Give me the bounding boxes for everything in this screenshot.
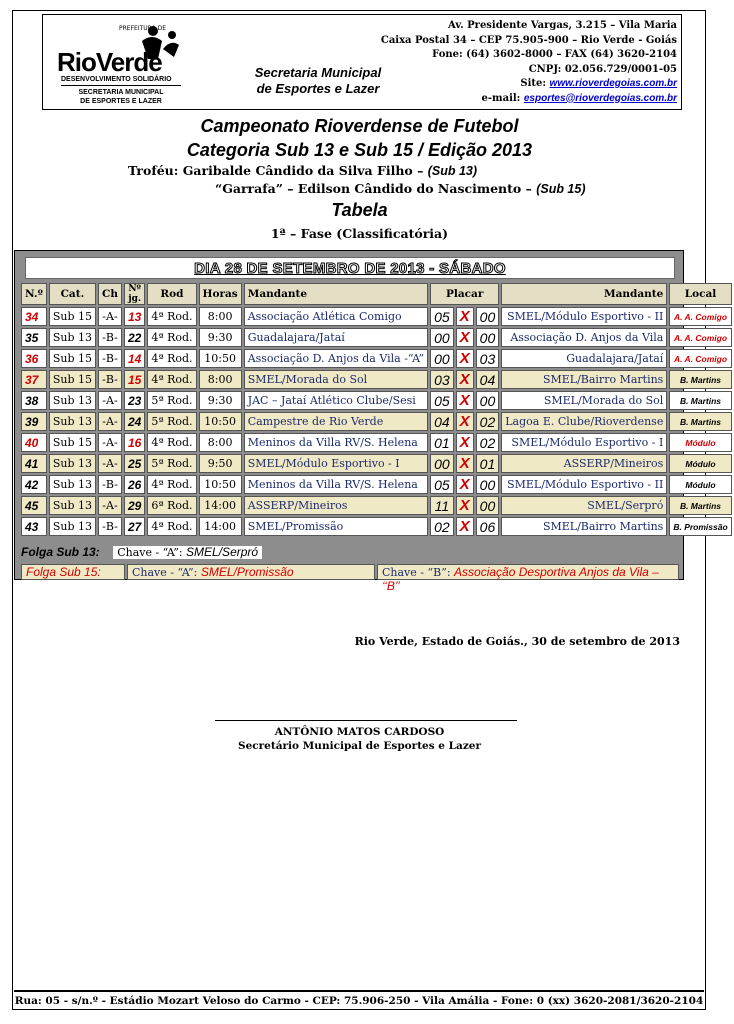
game-score-x: X bbox=[456, 391, 474, 410]
game-category: Sub 15 bbox=[49, 370, 96, 389]
folga15-label: Folga Sub 15: bbox=[26, 565, 101, 579]
game-chave: -B- bbox=[98, 475, 122, 494]
game-home-team: Guadalajara/Jataí bbox=[244, 328, 428, 347]
footer-address: Rua: 05 - s/n.º - Estádio Mozart Veloso do Carmo - CEP: 75.906-250 - Vila Amália - Fone: 0 (xx) 3620-2081/3620-2104 bbox=[14, 995, 704, 1007]
game-score-home: 04 bbox=[430, 412, 454, 431]
game-score-x: X bbox=[456, 349, 474, 368]
game-away-team: SMEL/Módulo Esportivo - II bbox=[501, 475, 667, 494]
game-jogo: 23 bbox=[124, 391, 145, 410]
table-header-row bbox=[21, 283, 732, 305]
game-category: Sub 13 bbox=[49, 475, 96, 494]
trophy1-category: (Sub 13) bbox=[427, 164, 478, 178]
game-local: A. A. Comigo bbox=[669, 328, 731, 347]
game-rodada: 5ª Rod. bbox=[147, 391, 196, 410]
game-score-home: 00 bbox=[430, 328, 454, 347]
folga13-box bbox=[113, 546, 262, 559]
game-rodada: 4ª Rod. bbox=[147, 349, 196, 368]
secretaria-name bbox=[238, 65, 398, 97]
game-jogo: 27 bbox=[124, 517, 145, 536]
folga13-team: SMEL/Serpró bbox=[186, 545, 259, 559]
game-number: 42 bbox=[21, 475, 47, 494]
games-table bbox=[19, 281, 734, 538]
game-score-x: X bbox=[456, 370, 474, 389]
game-home-team: Meninos da Villa RV/S. Helena bbox=[244, 433, 428, 452]
game-home-team: Meninos da Villa RV/S. Helena bbox=[244, 475, 428, 494]
game-chave: -A- bbox=[98, 433, 122, 452]
game-jogo: 25 bbox=[124, 454, 145, 473]
folga15-team-a: SMEL/Promissão bbox=[200, 565, 294, 579]
trophy2-category: (Sub 15) bbox=[536, 182, 586, 196]
game-score-x: X bbox=[456, 496, 474, 515]
game-jogo: 14 bbox=[124, 349, 145, 368]
game-number: 39 bbox=[21, 412, 47, 431]
game-chave: -A- bbox=[98, 307, 122, 326]
game-chave: -B- bbox=[98, 349, 122, 368]
game-score-home: 00 bbox=[430, 454, 454, 473]
email-link[interactable]: esportes@rioverdegoias.com.br bbox=[523, 92, 677, 104]
signature-line bbox=[215, 720, 517, 721]
game-rodada: 4ª Rod. bbox=[147, 307, 196, 326]
site-label: Site: bbox=[520, 78, 547, 89]
address-line2: Caixa Postal 34 – CEP 75.905-900 – Rio Verde - Goiás bbox=[380, 34, 677, 46]
folga-sub15 bbox=[21, 564, 679, 593]
table-row bbox=[21, 454, 732, 473]
game-rodada: 5ª Rod. bbox=[147, 412, 196, 431]
game-jogo: 29 bbox=[124, 496, 145, 515]
game-score-away: 03 bbox=[476, 349, 500, 368]
trophy-line2 bbox=[215, 181, 586, 196]
game-category: Sub 13 bbox=[49, 328, 96, 347]
game-away-team: Lagoa E. Clube/Rioverdense bbox=[501, 412, 667, 431]
game-number: 36 bbox=[21, 349, 47, 368]
game-jogo: 16 bbox=[124, 433, 145, 452]
logo-prefeitura: PREFEITURA DE bbox=[119, 25, 166, 32]
game-away-team: SMEL/Módulo Esportivo - I bbox=[501, 433, 667, 452]
col-horas: Horas bbox=[199, 283, 242, 305]
game-score-home: 02 bbox=[430, 517, 454, 536]
col-away: Mandante bbox=[501, 283, 667, 305]
game-away-team: SMEL/Módulo Esportivo - II bbox=[501, 307, 667, 326]
folga13-chave: Chave - “A”: bbox=[117, 546, 183, 559]
game-jogo: 24 bbox=[124, 412, 145, 431]
game-score-home: 11 bbox=[430, 496, 454, 515]
trophy1-name: Garibalde Cândido da Silva Filho – bbox=[182, 163, 424, 178]
game-rodada: 4ª Rod. bbox=[147, 475, 196, 494]
game-number: 34 bbox=[21, 307, 47, 326]
game-chave: -A- bbox=[98, 391, 122, 410]
game-home-team: Associação D. Anjos da Vila -“A” bbox=[244, 349, 428, 368]
game-home-team: SMEL/Módulo Esportivo - I bbox=[244, 454, 428, 473]
folga15-team-b: Associação Desportiva Anjos da Vila – ‘‘B’’ bbox=[382, 565, 659, 593]
game-rodada: 4ª Rod. bbox=[147, 370, 196, 389]
col-ch: Ch bbox=[98, 283, 122, 305]
game-score-x: X bbox=[456, 433, 474, 452]
game-chave: -B- bbox=[98, 370, 122, 389]
game-category: Sub 13 bbox=[49, 517, 96, 536]
game-score-home: 05 bbox=[430, 307, 454, 326]
address-line1: Av. Presidente Vargas, 3.215 – Vila Maria bbox=[448, 20, 677, 31]
folga15-b-box bbox=[377, 564, 679, 593]
logo-secretaria bbox=[61, 85, 181, 106]
game-score-away: 01 bbox=[476, 454, 500, 473]
game-score-home: 00 bbox=[430, 349, 454, 368]
games-body bbox=[21, 307, 732, 536]
game-number: 40 bbox=[21, 433, 47, 452]
game-local: B. Martins bbox=[669, 391, 731, 410]
trophy-line1 bbox=[128, 163, 477, 178]
table-row bbox=[21, 307, 732, 326]
game-score-home: 03 bbox=[430, 370, 454, 389]
game-score-home: 05 bbox=[430, 391, 454, 410]
game-local: Módulo bbox=[669, 454, 731, 473]
game-hora: 9:30 bbox=[199, 391, 242, 410]
game-local: Módulo bbox=[669, 475, 731, 494]
address-phone: Fone: (64) 3602-8000 – FAX (64) 3620-2104 bbox=[432, 49, 677, 60]
game-number: 38 bbox=[21, 391, 47, 410]
game-category: Sub 15 bbox=[49, 433, 96, 452]
game-away-team: ASSERP/Mineiros bbox=[501, 454, 667, 473]
game-score-away: 06 bbox=[476, 517, 500, 536]
game-hora: 10:50 bbox=[199, 349, 242, 368]
game-score-away: 00 bbox=[476, 328, 500, 347]
game-home-team: JAC – Jataí Atlético Clube/Sesi bbox=[244, 391, 428, 410]
phase-title: 1ª – Fase (Classificatória) bbox=[270, 226, 449, 241]
table-row bbox=[21, 517, 732, 536]
signer-name: ANTÔNIO MATOS CARDOSO bbox=[274, 726, 445, 738]
game-hora: 8:00 bbox=[199, 370, 242, 389]
table-row bbox=[21, 433, 732, 452]
game-local: B. Martins bbox=[669, 496, 731, 515]
table-row bbox=[21, 349, 732, 368]
footer-rule bbox=[14, 990, 704, 992]
table-row bbox=[21, 475, 732, 494]
game-score-x: X bbox=[456, 454, 474, 473]
game-score-away: 02 bbox=[476, 433, 500, 452]
folga15-a-box bbox=[127, 564, 375, 580]
place-date: Rio Verde, Estado de Goiás., 30 de setembro de 2013 bbox=[354, 635, 680, 648]
col-home: Mandante bbox=[244, 283, 428, 305]
letterhead bbox=[42, 14, 682, 110]
col-num: N.º bbox=[21, 283, 47, 305]
game-score-x: X bbox=[456, 412, 474, 431]
game-score-away: 00 bbox=[476, 391, 500, 410]
game-category: Sub 13 bbox=[49, 496, 96, 515]
game-score-x: X bbox=[456, 307, 474, 326]
title-championship: Campeonato Rioverdense de Futebol bbox=[200, 116, 519, 136]
site-link[interactable]: www.rioverdegoias.com.br bbox=[549, 78, 677, 89]
game-hora: 10:50 bbox=[199, 475, 242, 494]
address-block bbox=[381, 19, 677, 106]
game-away-team: SMEL/Serpró bbox=[501, 496, 667, 515]
game-rodada: 4ª Rod. bbox=[147, 517, 196, 536]
game-hora: 8:00 bbox=[199, 433, 242, 452]
col-jg: Nº jg. bbox=[124, 283, 145, 305]
game-category: Sub 15 bbox=[49, 349, 96, 368]
game-category: Sub 13 bbox=[49, 391, 96, 410]
game-chave: -A- bbox=[98, 454, 122, 473]
game-score-x: X bbox=[456, 328, 474, 347]
game-local: A. A. Comigo bbox=[669, 307, 731, 326]
game-score-away: 00 bbox=[476, 475, 500, 494]
game-home-team: SMEL/Promissão bbox=[244, 517, 428, 536]
game-rodada: 4ª Rod. bbox=[147, 328, 196, 347]
game-score-away: 02 bbox=[476, 412, 500, 431]
game-number: 45 bbox=[21, 496, 47, 515]
game-hora: 9:50 bbox=[199, 454, 242, 473]
logo-sec-line1: SECRETARIA MUNICIPAL bbox=[78, 89, 164, 96]
game-score-home: 01 bbox=[430, 433, 454, 452]
game-score-away: 00 bbox=[476, 307, 500, 326]
game-jogo: 13 bbox=[124, 307, 145, 326]
folga15-chave-b: Chave - “B”: bbox=[382, 566, 451, 579]
game-home-team: SMEL/Morada do Sol bbox=[244, 370, 428, 389]
game-away-team: SMEL/Bairro Martins bbox=[501, 370, 667, 389]
address-cnpj: CNPJ: 02.056.729/0001-05 bbox=[528, 63, 677, 75]
table-row bbox=[21, 328, 732, 347]
game-chave: -A- bbox=[98, 496, 122, 515]
game-hora: 8:00 bbox=[199, 307, 242, 326]
email-label: e-mail: bbox=[481, 92, 521, 104]
col-placar: Placar bbox=[430, 283, 499, 305]
table-row bbox=[21, 496, 732, 515]
game-number: 43 bbox=[21, 517, 47, 536]
folga-sub13 bbox=[21, 545, 262, 561]
game-score-away: 00 bbox=[476, 496, 500, 515]
game-hora: 9:30 bbox=[199, 328, 242, 347]
game-jogo: 15 bbox=[124, 370, 145, 389]
games-table-box bbox=[14, 250, 728, 593]
game-home-team: Associação Atlética Comigo bbox=[244, 307, 428, 326]
trophy2-name: “Garrafa” – Edilson Cândido do Nascimento – bbox=[215, 181, 532, 196]
logo-tagline: DESENVOLVIMENTO SOLIDÁRIO bbox=[61, 76, 172, 83]
date-banner bbox=[25, 257, 675, 279]
logo-name: RioVerde bbox=[57, 47, 162, 77]
game-local: B. Martins bbox=[669, 412, 731, 431]
signer-role: Secretário Municipal de Esportes e Lazer bbox=[237, 740, 482, 752]
col-cat: Cat. bbox=[49, 283, 96, 305]
game-hora: 14:00 bbox=[199, 517, 242, 536]
table-row bbox=[21, 412, 732, 431]
game-away-team: SMEL/Bairro Martins bbox=[501, 517, 667, 536]
game-category: Sub 13 bbox=[49, 454, 96, 473]
col-rod: Rod bbox=[147, 283, 196, 305]
game-local: B. Martins bbox=[669, 370, 731, 389]
game-category: Sub 13 bbox=[49, 412, 96, 431]
game-score-home: 05 bbox=[430, 475, 454, 494]
game-hora: 10:50 bbox=[199, 412, 242, 431]
game-number: 37 bbox=[21, 370, 47, 389]
col-local: Local bbox=[669, 283, 731, 305]
game-score-x: X bbox=[456, 517, 474, 536]
tabela-title: Tabela bbox=[331, 200, 388, 220]
game-away-team: Guadalajara/Jataí bbox=[501, 349, 667, 368]
game-home-team: ASSERP/Mineiros bbox=[244, 496, 428, 515]
table-row bbox=[21, 370, 732, 389]
folga15-chave-a: Chave - “A”: bbox=[132, 566, 198, 579]
game-chave: -B- bbox=[98, 328, 122, 347]
game-local: Módulo bbox=[669, 433, 731, 452]
game-score-away: 04 bbox=[476, 370, 500, 389]
logo-sec-line2: DE ESPORTES E LAZER bbox=[80, 98, 162, 105]
game-rodada: 6ª Rod. bbox=[147, 496, 196, 515]
game-jogo: 26 bbox=[124, 475, 145, 494]
game-local: B. Promissão bbox=[669, 517, 731, 536]
game-hora: 14:00 bbox=[199, 496, 242, 515]
game-rodada: 5ª Rod. bbox=[147, 454, 196, 473]
game-away-team: Associação D. Anjos da Vila bbox=[501, 328, 667, 347]
table-row bbox=[21, 391, 732, 410]
title-category: Categoria Sub 13 e Sub 15 / Edição 2013 bbox=[186, 140, 533, 160]
game-number: 41 bbox=[21, 454, 47, 473]
game-rodada: 4ª Rod. bbox=[147, 433, 196, 452]
game-category: Sub 15 bbox=[49, 307, 96, 326]
game-away-team: SMEL/Morada do Sol bbox=[501, 391, 667, 410]
secretaria-line2: de Esportes e Lazer bbox=[256, 81, 380, 96]
game-jogo: 22 bbox=[124, 328, 145, 347]
trophy-label: Troféu: bbox=[128, 163, 179, 178]
game-chave: -A- bbox=[98, 412, 122, 431]
game-score-x: X bbox=[456, 475, 474, 494]
game-chave: -B- bbox=[98, 517, 122, 536]
game-number: 35 bbox=[21, 328, 47, 347]
game-local: A. A. Comigo bbox=[669, 349, 731, 368]
secretaria-line1: Secretaria Municipal bbox=[254, 65, 382, 80]
folga13-label: Folga Sub 13: bbox=[21, 545, 100, 559]
folga15-label-box bbox=[21, 564, 125, 580]
date-banner-text: DIA 28 DE SETEMBRO DE 2013 - SÁBADO bbox=[194, 260, 506, 277]
game-home-team: Campestre de Rio Verde bbox=[244, 412, 428, 431]
rio-verde-logo bbox=[47, 19, 185, 105]
